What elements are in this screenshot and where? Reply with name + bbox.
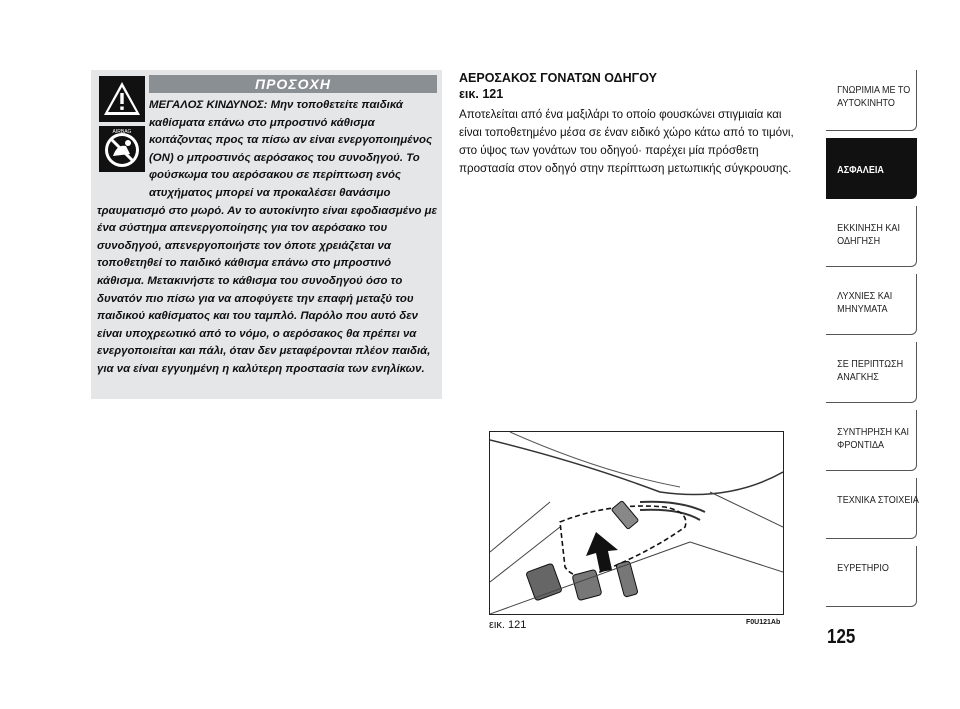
airbag-label: AIRBAG — [112, 129, 132, 135]
figure-caption: εικ. 121 — [489, 619, 527, 631]
nav-item-label: ΤΕΧΝΙΚΑ ΣΤΟΙΧΕΙΑ — [837, 494, 919, 506]
article-heading: ΑΕΡΟΣΑΚΟΣ ΓΟΝΑΤΩΝ ΟΔΗΓΟΥ — [459, 71, 657, 85]
nav-item-safety[interactable] — [826, 138, 917, 199]
warning-text-content: ΜΕΓΑΛΟΣ ΚΙΝΔΥΝΟΣ: Μην τοποθετείτε παιδικά καθίσματα επάνω στο μπροστινό κάθισμα κοιτάζοντας προς τα πίσω αν είναι ενεργοποιημένος (ΟΝ) ο μπροστινός αερόσακος του συνοδηγού. Το φούσκωμα του αερόσακου σε περίπτωση ενός ατυχήματος μπορεί να προκαλέσει θανάσιμο τραυματισμό στο μωρό. Αν το αυτοκίνητο είναι εφοδιασμένο με ένα σύστημα απενεργοποίησης για τον αερόσακο του συνοδηγού, απενεργοποιήστε τον όποτε χρειάζεται να τοποθετηθεί το παιδικό κάθισμα επάνω στο μπροστινό κάθισμα. Μετακινήστε το κάθισμα του συνοδηγού όσο το δυνατόν πιο πίσω για να αποφύγετε την επαφή μεταξύ του παιδικού καθίσματος και του ταμπλό. Παρόλο που αυτό δεν είναι υποχρεωτικό από το νόμο, ο αερόσακος θα πρέπει να ενεργοποιείται και πάλι, όταν δεν μεταφέρονται πλέον παιδιά, για να είναι εγγυημένη η καλύτερη προστασία των ενηλίκων. — [97, 99, 437, 375]
figure-knee-airbag — [489, 431, 784, 615]
page-number: 125 — [827, 626, 856, 648]
nav-item-label: ΣΥΝΤΗΡΗΣΗ ΚΑΙ ΦΡΟΝΤΙΔΑ — [837, 426, 910, 451]
nav-item-maintenance[interactable] — [826, 410, 917, 471]
warning-header: ΠΡΟΣΟΧΗ — [149, 75, 437, 93]
nav-item-emergency[interactable] — [826, 342, 917, 403]
knee-airbag-illustration — [490, 432, 783, 614]
nav-item-warning-lights[interactable] — [826, 274, 917, 335]
nav-item-index[interactable] — [826, 546, 917, 607]
nav-item-label: ΑΣΦΑΛΕΙΑ — [837, 164, 884, 176]
article-title — [459, 70, 789, 102]
warning-box — [91, 70, 442, 399]
nav-item-label: ΓΝΩΡΙΜΙΑ ΜΕ ΤΟ ΑΥΤΟΚΙΝΗΤΟ — [837, 84, 911, 109]
nav-item-getting-to-know[interactable] — [826, 70, 917, 131]
article-body: Αποτελείται από ένα μαξιλάρι το οποίο φουσκώνει στιγμιαία και είναι τοποθετημένο μέσα σε έναν ειδικό χώρο κάτω από το τιμόνι, στο ύψος των γονάτων του οδηγού· παρέχει μία πρόσθετη προστασία στον οδηγό στην περίπτωση μετωπικής σύγκρουσης. — [459, 108, 794, 175]
warning-text — [97, 97, 437, 379]
nav-item-label: ΛΥΧΝΙΕΣ ΚΑΙ ΜΗΝΥΜΑΤΑ — [837, 290, 893, 315]
nav-item-technical-data[interactable] — [826, 478, 917, 539]
article-subheading: εικ. 121 — [459, 87, 504, 101]
nav-item-label: ΣΕ ΠΕΡΙΠΤΩΣΗ ΑΝΑΓΚΗΣ — [837, 358, 904, 383]
nav-item-label: ΕΚΚΙΝΗΣΗ ΚΑΙ ΟΔΗΓΗΣΗ — [837, 222, 900, 247]
nav-item-starting-driving[interactable] — [826, 206, 917, 267]
figure-code: F0U121Ab — [746, 619, 781, 626]
nav-item-label: ΕΥΡΕΤΗΡΙΟ — [837, 562, 889, 574]
